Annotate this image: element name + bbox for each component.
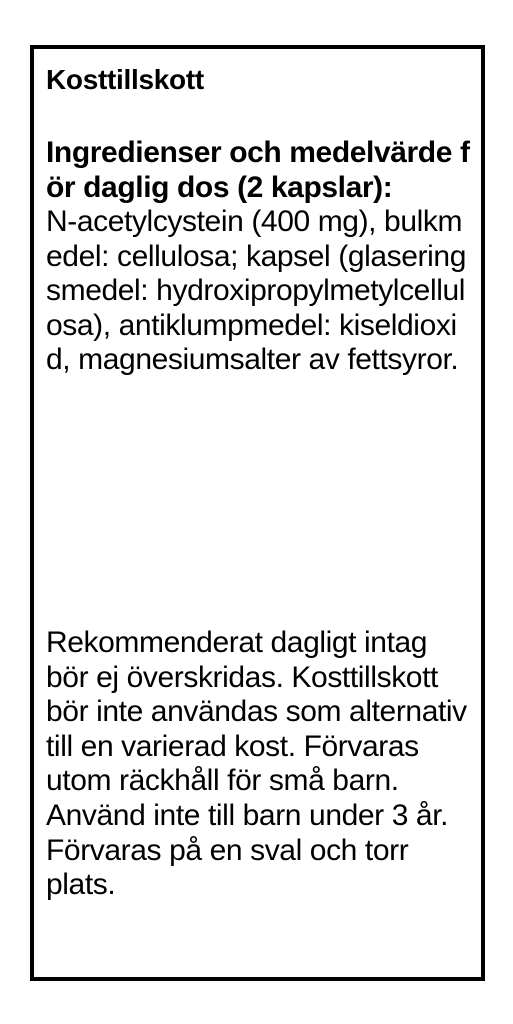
usage-advice: Rekommenderat dagligt intag bör ej överskridas. Kosttillskott bör inte användas som alternativ till en varierad kost. Förvaras utom räckhåll för små barn. Använd inte till barn under 3 år. Förvaras på en sval och torr plats. xyxy=(46,626,467,902)
ingredients-section xyxy=(46,136,473,378)
product-label xyxy=(30,45,485,981)
product-type-title: Kosttillskott xyxy=(46,64,204,95)
label-content xyxy=(46,61,473,378)
ingredients-heading: Ingredienser och medelvärde för daglig dos (2 kapslar): xyxy=(46,136,470,204)
ingredients-text: N-acetylcystein (400 mg), bulkmedel: cellulosa; kapsel (glaseringsmedel: hydroxipropylmetylcellulosa), antiklumpmedel: kiseldioxid, magnesiumsalter av fettsyror. xyxy=(46,205,466,376)
